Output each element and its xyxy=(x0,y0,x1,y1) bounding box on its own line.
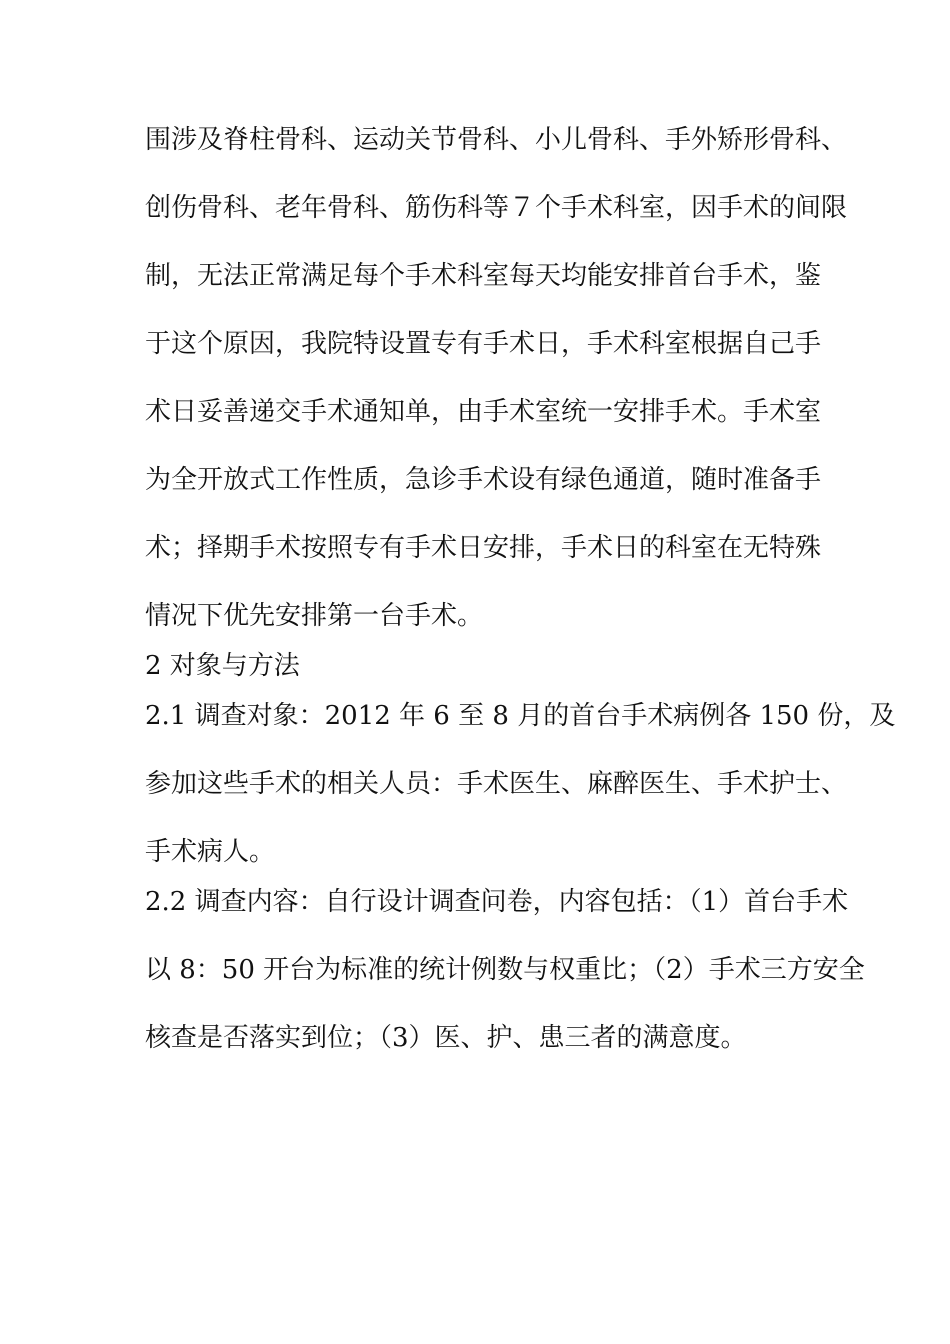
paragraph-intro xyxy=(145,124,848,632)
text-line: 围涉及脊柱骨科、运动关节骨科、小儿骨科、手外矫形骨科、 xyxy=(145,125,848,155)
text-line: 参加这些手术的相关人员：手术医生、麻醉医生、手术护士、 xyxy=(145,769,848,799)
text-line: 于这个原因，我院特设置专有手术日，手术科室根据自己手 xyxy=(145,329,822,359)
text-line: 核查是否落实到位；（3）医、护、患三者的满意度。 xyxy=(145,1023,747,1053)
text-line: 2.2 调查内容：自行设计调查问卷，内容包括：（1）首台手术 xyxy=(145,887,849,917)
paragraph-2-2 xyxy=(145,886,865,1054)
text-line: 为全开放式工作性质，急诊手术设有绿色通道，随时准备手 xyxy=(145,465,822,495)
text-line: 以 8：50 开台为标准的统计例数与权重比；（2）手术三方安全 xyxy=(145,955,865,985)
section-heading xyxy=(145,650,807,682)
text-line: 创伤骨科、老年骨科、筋伤科等７个手术科室，因手术的间限 xyxy=(145,193,848,223)
paragraph-2-1 xyxy=(145,700,896,868)
text-line: 术日妥善递交手术通知单，由手术室统一安排手术。手术室 xyxy=(145,397,822,427)
text-line: 制，无法正常满足每个手术科室每天均能安排首台手术，鉴 xyxy=(145,261,822,291)
text-line: 情况下优先安排第一台手术。 xyxy=(145,601,484,631)
text-line: 手术病人。 xyxy=(145,837,276,867)
text-line: 术；择期手术按照专有手术日安排，手术日的科室在无特殊 xyxy=(145,533,822,563)
text-line: 2.1 调查对象：2012 年 6 至 8 月的首台手术病例各 150 份，及 xyxy=(145,701,896,731)
heading-text: 2 对象与方法 xyxy=(145,651,300,681)
document-body xyxy=(145,124,896,1054)
